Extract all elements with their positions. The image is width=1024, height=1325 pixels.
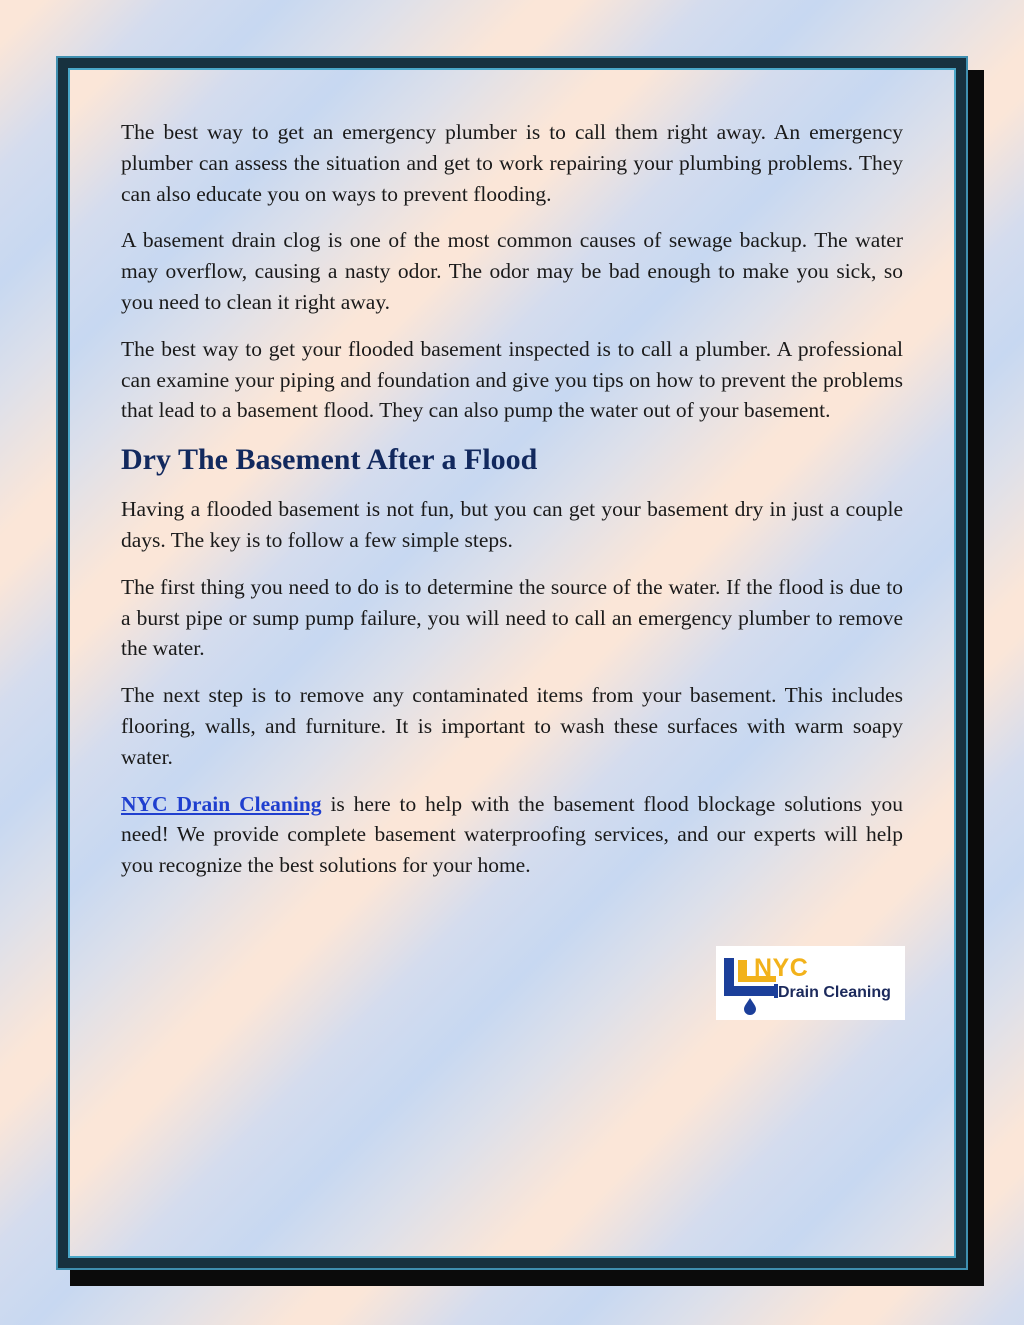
paragraph-next-step: The next step is to remove any contaminated items from your basement. This includes flooring, walls, and furniture. It is important to wash these surfaces with warm soapy water. [121,683,903,769]
company-logo [716,946,905,1020]
nyc-drain-cleaning-link[interactable]: NYC Drain Cleaning [121,791,322,816]
paragraph-closing [121,789,903,881]
closing-text: is here to help with the basement flood blockage solutions you need! We provide complete basement waterproofing services, and our experts will help you recognize the best solutions for your home. [121,791,903,878]
paragraph-drain-clog: A basement drain clog is one of the most common causes of sewage backup. The water may overflow, causing a nasty odor. The odor may be bad enough to make you sick, so you need to clean it right away. [121,228,903,314]
logo-subtitle: Drain Cleaning [778,984,891,1001]
logo-nyc-text: NYC [754,954,809,982]
paragraph-inspection: The best way to get your flooded basement inspected is to call a plumber. A professional can examine your piping and foundation and give you tips on how to prevent the problems that lead to a basement flood. They can also pump the water out of your basement. [121,336,903,423]
section-heading: Dry The Basement After a Flood [121,443,538,477]
paragraph-flooded-basement: Having a flooded basement is not fun, but you can get your basement dry in just a couple days. The key is to follow a few simple steps. [121,497,903,552]
paragraph-emergency-plumber: The best way to get an emergency plumber is to call them right away. An emergency plumber can assess the situation and get to work repairing your plumbing problems. They can also educate you on ways to prevent flooding. [121,120,903,206]
paragraph-first-step: The first thing you need to do is to determine the source of the water. If the flood is due to a burst pipe or sump pump failure, you will need to call an emergency plumber to remove the water. [121,574,903,661]
document-body [121,117,903,897]
pipe-logo-icon [716,946,905,1020]
